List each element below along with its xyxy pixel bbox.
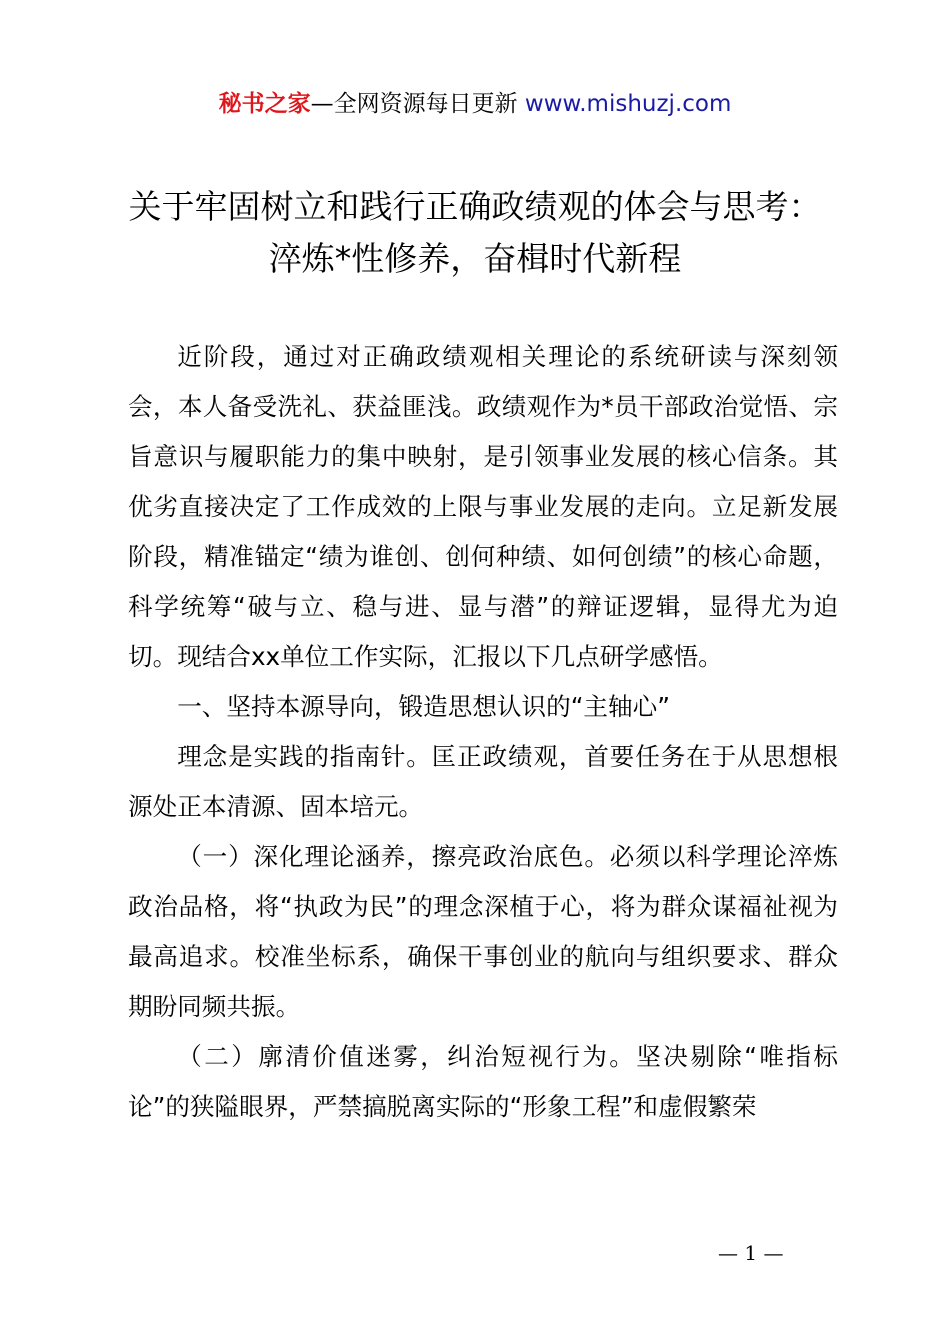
title-line-2: 淬炼*性修养，奋楫时代新程 [268,239,682,278]
brand-name: 秘书之家 [218,91,311,117]
site-header [0,86,950,122]
intro-paragraph: 近阶段，通过对正确政绩观相关理论的系统研读与深刻领会，本人备受洗礼、获益匪浅。政绩观作为*员干部政治觉悟、宗旨意识与履职能力的集中映射，是引领事业发展的核心信条。其优劣直接决定了工作成效的上限与事业发展的走向。立足新发展阶段，精准锚定“绩为谁创、创何种绩、如何创绩”的核心命题，科学统筹“破与立、稳与进、显与潜”的辩证逻辑，显得尤为迫切。现结合xx单位工作实际，汇报以下几点研学感悟。 [128,342,838,671]
section-heading-1: 一、坚持本源导向，锻造思想认识的“主轴心” [177,692,670,721]
subsection-1-paragraph: （一）深化理论涵养，擦亮政治底色。必须以科学理论淬炼政治品格，将“执政为民”的理念深植于心，将为群众谋福祉视为最高追求。校准坐标系，确保干事创业的航向与组织要求、群众期盼同频共振。 [128,842,838,1021]
title-line-1: 关于牢固树立和践行正确政绩观的体会与思考： [128,187,822,226]
section-1-lead-paragraph: 理念是实践的指南针。匡正政绩观，首要任务在于从思想根源处正本清源、固本培元。 [128,742,838,821]
subsection-2-paragraph: （二）廓清价值迷雾，纠治短视行为。坚决剔除“唯指标论”的狭隘眼界，严禁搞脱离实际的“形象工程”和虚假繁荣 [128,1042,838,1121]
document-title [60,181,890,285]
document-body [128,332,838,1132]
header-tagline: —全网资源每日更新 [310,91,525,117]
site-url-link[interactable]: www.mishuzj.com [524,91,732,117]
page-number: — 1 — [718,1241,784,1265]
